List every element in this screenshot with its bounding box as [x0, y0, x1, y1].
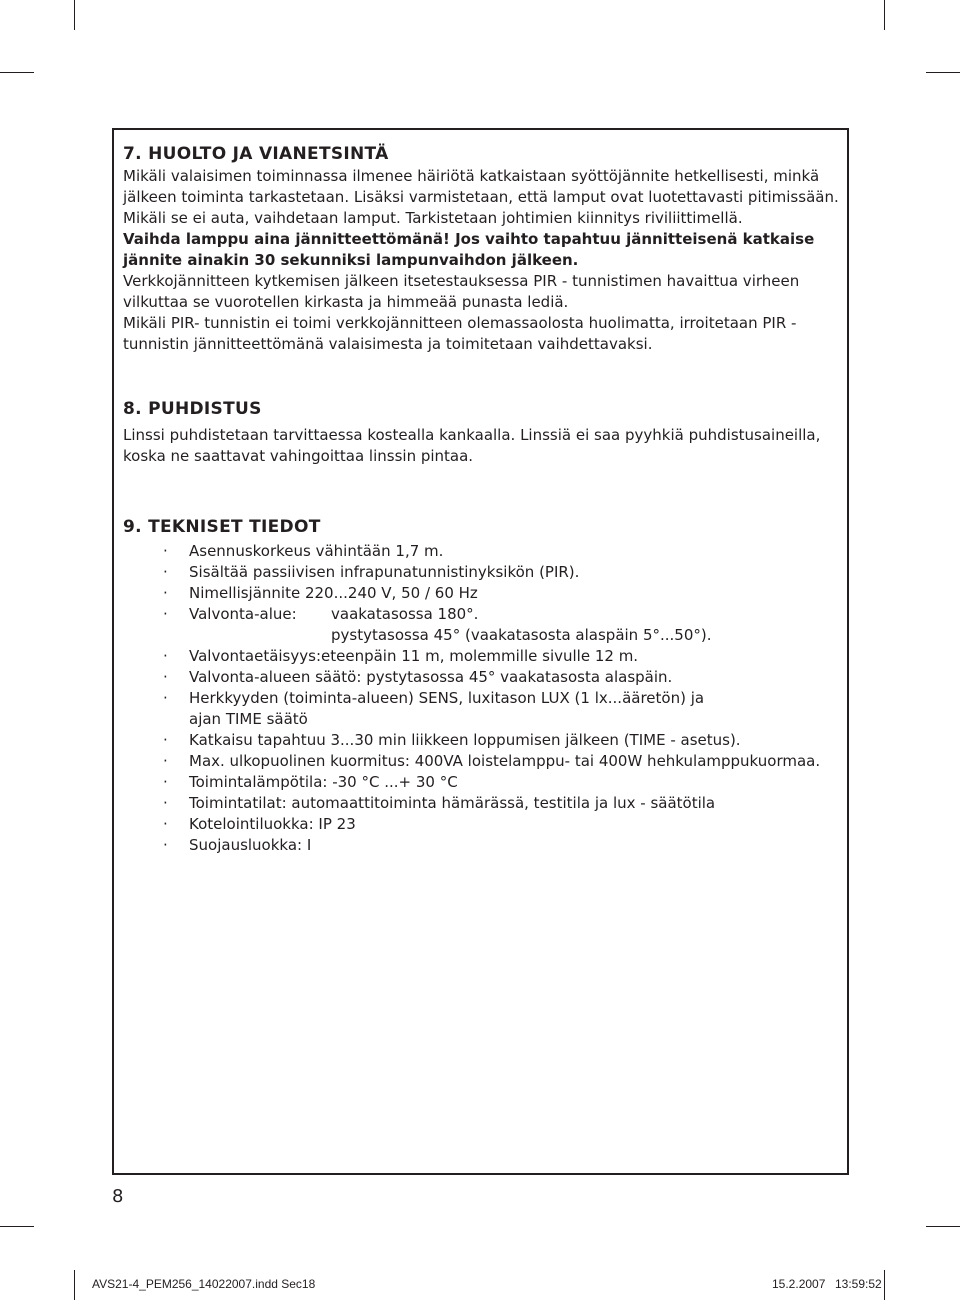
spec-list: [123, 541, 843, 856]
list-item: · Sisältää passiivisen infrapunatunnistinyksikön (PIR).: [163, 563, 580, 581]
section-maintenance: [123, 142, 843, 355]
bullet: ·: [163, 584, 168, 602]
list-item: · Toimintatilat: automaattitoiminta hämärässä, testitila ja lux - säätötila: [163, 794, 716, 812]
page-content: [123, 142, 843, 856]
list-item: · Toimintalämpötila: -30 °C ...+ 30 °C: [163, 773, 458, 791]
list-item: · Kotelointiluokka: IP 23: [163, 815, 356, 833]
crop-mark: [926, 1226, 960, 1227]
crop-mark: [74, 0, 75, 30]
list-item: [123, 646, 843, 667]
crop-mark: [74, 1270, 75, 1300]
list-item: [123, 604, 843, 625]
paragraph: Mikäli PIR- tunnistin ei toimi verkkojännitteen olemassaolosta huolimatta, irroitetaan PIR - tunnistin jännitteettömänä valaisimesta ja toimitetaan vaihdettavaksi.: [123, 314, 797, 353]
slug-time: 13:59:52: [835, 1277, 882, 1291]
bullet: ·: [163, 773, 168, 791]
item-value: eteenpäin 11 m, molemmille sivulle 12 m.: [321, 647, 639, 665]
list-item: · Max. ulkopuolinen kuormitus: 400VA loistelamppu- tai 400W hehkulamppukuormaa.: [163, 752, 821, 770]
list-item: · Nimellisjännite 220...240 V, 50 / 60 Hz: [163, 584, 478, 602]
page-number: 8: [112, 1186, 124, 1207]
bullet: ·: [163, 794, 168, 812]
crop-mark: [884, 0, 885, 30]
paragraph: Linssi puhdistetaan tarvittaessa kostealla kankaalla. Linssiä ei saa pyyhkiä puhdistusaineilla, koska ne saattavat vahingoittaa linssin pintaa.: [123, 426, 821, 465]
crop-mark: [0, 72, 34, 73]
bullet: ·: [163, 836, 168, 854]
list-item: · Suojausluokka: I: [163, 836, 312, 854]
crop-mark: [926, 72, 960, 73]
section-title: 7. HUOLTO JA VIANETSINTÄ: [123, 144, 389, 164]
bullet: ·: [163, 815, 168, 833]
section-title: 8. PUHDISTUS: [123, 399, 262, 419]
bullet: ·: [163, 731, 168, 749]
paragraph: Mikäli valaisimen toiminnassa ilmenee häiriötä katkaistaan syöttöjännite hetkellisesti, minkä jälkeen toiminta tarkastetaan. Lisäksi varmistetaan, että lamput ovat luotettavasti pitimissään. Mikäli se ei auta, vaihdetaan lamput. Tarkistetaan johtimien kiinnitys riviliittimellä.: [123, 167, 839, 227]
section-technical-data: [123, 515, 843, 856]
list-item: · Herkkyyden (toiminta-alueen) SENS, luxitason LUX (1 lx...ääretön) ja ajan TIME säätö: [163, 689, 705, 728]
bullet: ·: [163, 689, 168, 707]
bullet: ·: [163, 752, 168, 770]
item-label: Valvontaetäisyys:: [189, 647, 321, 665]
warning-paragraph: Vaihda lamppu aina jännitteettömänä! Jos vaihto tapahtuu jännitteisenä katkaise jännite ainakin 30 sekunniksi lampunvaihdon jälkeen.: [123, 230, 815, 269]
bullet: ·: [163, 668, 168, 686]
crop-mark: [0, 1226, 34, 1227]
item-value: pystytasossa 45° (vaakatasosta alaspäin 5°...50°).: [331, 626, 712, 644]
list-item: · Asennuskorkeus vähintään 1,7 m.: [163, 542, 444, 560]
section-title: 9. TEKNISET TIEDOT: [123, 517, 321, 537]
slug-date: 15.2.2007: [772, 1277, 826, 1291]
bullet: ·: [163, 647, 168, 665]
bullet: ·: [163, 563, 168, 581]
crop-mark: [884, 1270, 885, 1300]
bullet: ·: [163, 605, 168, 623]
section-cleaning: [123, 397, 843, 467]
bullet: ·: [163, 542, 168, 560]
item-label: Valvonta-alue:: [189, 605, 297, 623]
item-label: Valvonta-alueen säätö:: [189, 668, 362, 686]
list-item: · Katkaisu tapahtuu 3...30 min liikkeen loppumisen jälkeen (TIME - asetus).: [163, 731, 741, 749]
list-item: [123, 667, 843, 688]
slug-filename: AVS21-4_PEM256_14022007.indd Sec18: [92, 1277, 316, 1291]
item-value: vaakatasossa 180°.: [331, 605, 479, 623]
paragraph: Verkkojännitteen kytkemisen jälkeen itsetestauksessa PIR - tunnistimen havaittua virheen vilkuttaa se vuorotellen kirkasta ja himmeää punasta lediä.: [123, 272, 800, 311]
list-item-continuation: [123, 625, 843, 646]
item-value: pystytasossa 45° vaakatasosta alaspäin.: [366, 668, 673, 686]
